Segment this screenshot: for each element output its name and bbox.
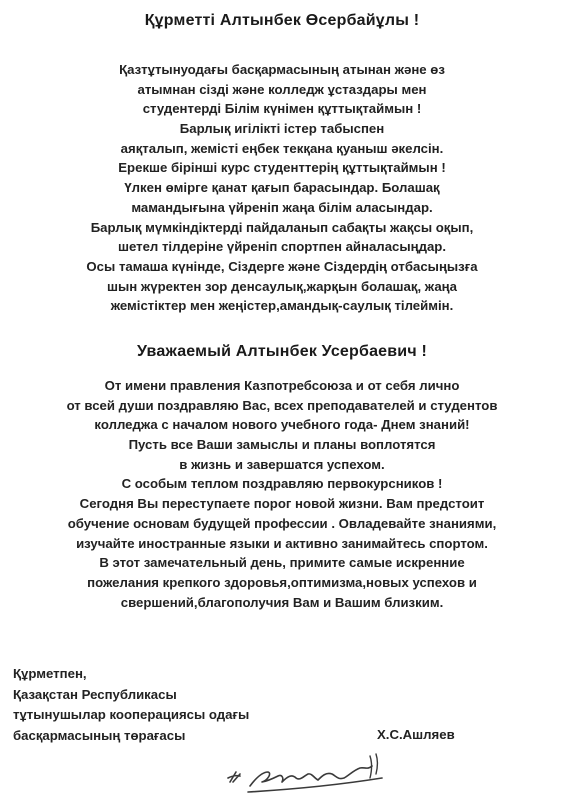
kazakh-line: Барлық игілікті істер табыспен xyxy=(179,121,385,137)
kazakh-greeting-title: Құрметті Алтынбек Өсербайұлы ! xyxy=(144,12,420,29)
kazakh-line: мамандығына үйреніп жаңа білім аласындар. xyxy=(131,199,433,215)
kazakh-line: шын жүректен зор денсаулық,жарқын болашақ, жаңа xyxy=(107,278,457,294)
russian-line: В этот замечательный день, примите самые искренние xyxy=(99,555,465,571)
closing-line: тұтынушылар кооперациясы одағы xyxy=(13,707,250,722)
handwritten-signature xyxy=(222,748,392,804)
kazakh-line: студентерді Білім күнімен құттықтаймын ! xyxy=(142,101,422,117)
russian-line: От имени правления Казпотребсоюза и от себя лично xyxy=(104,378,460,393)
russian-line: обучение основам будущей профессии . Овладевайте знаниями, xyxy=(67,515,497,531)
russian-line: пожелания крепкого здоровья,оптимизма,новых успехов и xyxy=(87,574,477,590)
russian-letter-body xyxy=(0,376,564,612)
kazakh-letter-body xyxy=(0,60,564,316)
kazakh-line: Осы тамаша күнінде, Сіздерге және Сіздердің отбасыңызға xyxy=(86,258,478,274)
russian-line: колледжа с началом нового учебного года- Днем знаний! xyxy=(94,417,470,433)
closing-block xyxy=(13,664,249,746)
russian-line: изучайте иностранные языки и активно занимайтесь спортом. xyxy=(76,535,488,551)
closing-line: Қазақстан Республикасы xyxy=(13,686,177,702)
kazakh-line: атымнан сізді және колледж ұстаздары мен xyxy=(137,81,427,97)
russian-line: свершений,благополучия Вам и Вашим близким. xyxy=(120,594,444,610)
kazakh-line: Қазтұтынуодағы басқармасының атынан және өз xyxy=(119,62,445,77)
russian-line: Пусть все Ваши замыслы и планы воплотятся xyxy=(128,437,436,453)
kazakh-line: Ерекше бірінші курс студенттерің құттықтаймын ! xyxy=(118,160,446,176)
kazakh-line: жемістіктер мен жеңістер,амандық-саулық тілеймін. xyxy=(110,298,454,314)
russian-line: С особым теплом поздравляю первокурсников ! xyxy=(121,476,443,492)
closing-line: Құрметпен, xyxy=(13,666,87,681)
russian-greeting-title: Уважаемый Алтынбек Усербаевич ! xyxy=(136,343,428,360)
kazakh-line: Барлық мүмкіндіктерді пайдаланып сабақты жақсы оқып, xyxy=(90,219,474,235)
russian-line: от всей души поздравляю Вас, всех преподавателей и студентов xyxy=(66,397,498,413)
russian-line: Сегодня Вы переступаете порог новой жизни. Вам предстоит xyxy=(79,496,485,512)
closing-line: басқармасының төрағасы xyxy=(13,727,186,743)
russian-line: в жизнь и завершатся успехом. xyxy=(179,456,385,472)
kazakh-line: Үлкен өмірге қанат қағып барасындар. Болашақ xyxy=(124,180,440,196)
kazakh-line: аяқталып, жемісті еңбек текқана қуаныш әкелсін. xyxy=(120,140,444,156)
kazakh-line: шетел тілдеріне үйреніп спортпен айналасыңдар. xyxy=(117,239,447,255)
signer-name: Х.С.Ашляев xyxy=(377,727,455,742)
